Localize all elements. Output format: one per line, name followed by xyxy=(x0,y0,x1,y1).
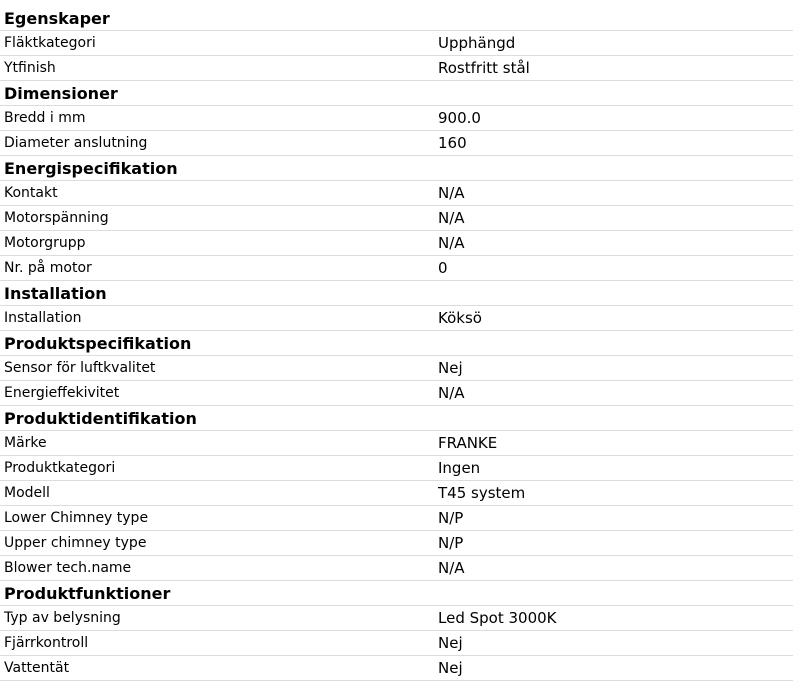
section-heading: Dimensioner xyxy=(0,81,793,106)
spec-label: Nr. på motor xyxy=(4,260,92,276)
spec-row xyxy=(0,556,793,581)
section-heading: Energispecifikation xyxy=(0,156,793,181)
spec-label: Energieffekivitet xyxy=(4,385,120,401)
spec-value: 160 xyxy=(438,134,467,152)
spec-row xyxy=(0,481,793,506)
spec-row xyxy=(0,431,793,456)
spec-row xyxy=(0,506,793,531)
spec-value: Köksö xyxy=(438,309,482,327)
spec-row xyxy=(0,231,793,256)
spec-label: Modell xyxy=(4,485,50,501)
spec-value: Nej xyxy=(438,359,463,377)
spec-value: Nej xyxy=(438,659,463,677)
spec-value: Led Spot 3000K xyxy=(438,609,557,627)
spec-label: Motorgrupp xyxy=(4,235,86,251)
spec-value: FRANKE xyxy=(438,434,498,452)
spec-value: Nej xyxy=(438,634,463,652)
spec-row xyxy=(0,656,793,681)
spec-row xyxy=(0,606,793,631)
spec-value: N/A xyxy=(438,559,465,577)
spec-value: N/A xyxy=(438,384,465,402)
spec-value: N/P xyxy=(438,534,464,552)
spec-row xyxy=(0,206,793,231)
spec-value: N/A xyxy=(438,234,465,252)
spec-label: Bredd i mm xyxy=(4,110,86,126)
section-heading: Egenskaper xyxy=(0,6,793,31)
spec-value: 0 xyxy=(438,259,448,277)
spec-label: Typ av belysning xyxy=(4,610,121,626)
spec-label: Installation xyxy=(4,310,82,326)
spec-label: Sensor för luftkvalitet xyxy=(4,360,156,376)
spec-label: Märke xyxy=(4,435,47,451)
spec-row xyxy=(0,456,793,481)
spec-value: Ingen xyxy=(438,459,481,477)
spec-label: Fläktkategori xyxy=(4,35,96,51)
spec-row xyxy=(0,56,793,81)
spec-value: T45 system xyxy=(438,484,526,502)
spec-value: Upphängd xyxy=(438,34,516,52)
spec-row xyxy=(0,531,793,556)
spec-label: Upper chimney type xyxy=(4,535,147,551)
spec-label: Diameter anslutning xyxy=(4,135,148,151)
spec-value: N/P xyxy=(438,509,464,527)
spec-value: N/A xyxy=(438,209,465,227)
spec-row xyxy=(0,631,793,656)
section-heading: Installation xyxy=(0,281,793,306)
spec-row xyxy=(0,131,793,156)
spec-row xyxy=(0,356,793,381)
spec-row xyxy=(0,106,793,131)
spec-label: Ytfinish xyxy=(4,60,56,76)
spec-label: Fjärrkontroll xyxy=(4,635,89,651)
spec-row xyxy=(0,256,793,281)
section-heading: Produktspecifikation xyxy=(0,331,793,356)
spec-value: N/A xyxy=(438,184,465,202)
spec-label: Lower Chimney type xyxy=(4,510,149,526)
spec-value: 900.0 xyxy=(438,109,481,127)
spec-label: Kontakt xyxy=(4,185,58,201)
spec-value: Rostfritt stål xyxy=(438,59,530,77)
section-heading: Produktfunktioner xyxy=(0,581,793,606)
spec-label: Vattentät xyxy=(4,660,70,676)
spec-row xyxy=(0,31,793,56)
spec-label: Produktkategori xyxy=(4,460,116,476)
spec-row xyxy=(0,381,793,406)
section-heading: Produktidentifikation xyxy=(0,406,793,431)
spec-label: Blower tech.name xyxy=(4,560,132,576)
spec-row xyxy=(0,306,793,331)
spec-label: Motorspänning xyxy=(4,210,109,226)
spec-row xyxy=(0,181,793,206)
